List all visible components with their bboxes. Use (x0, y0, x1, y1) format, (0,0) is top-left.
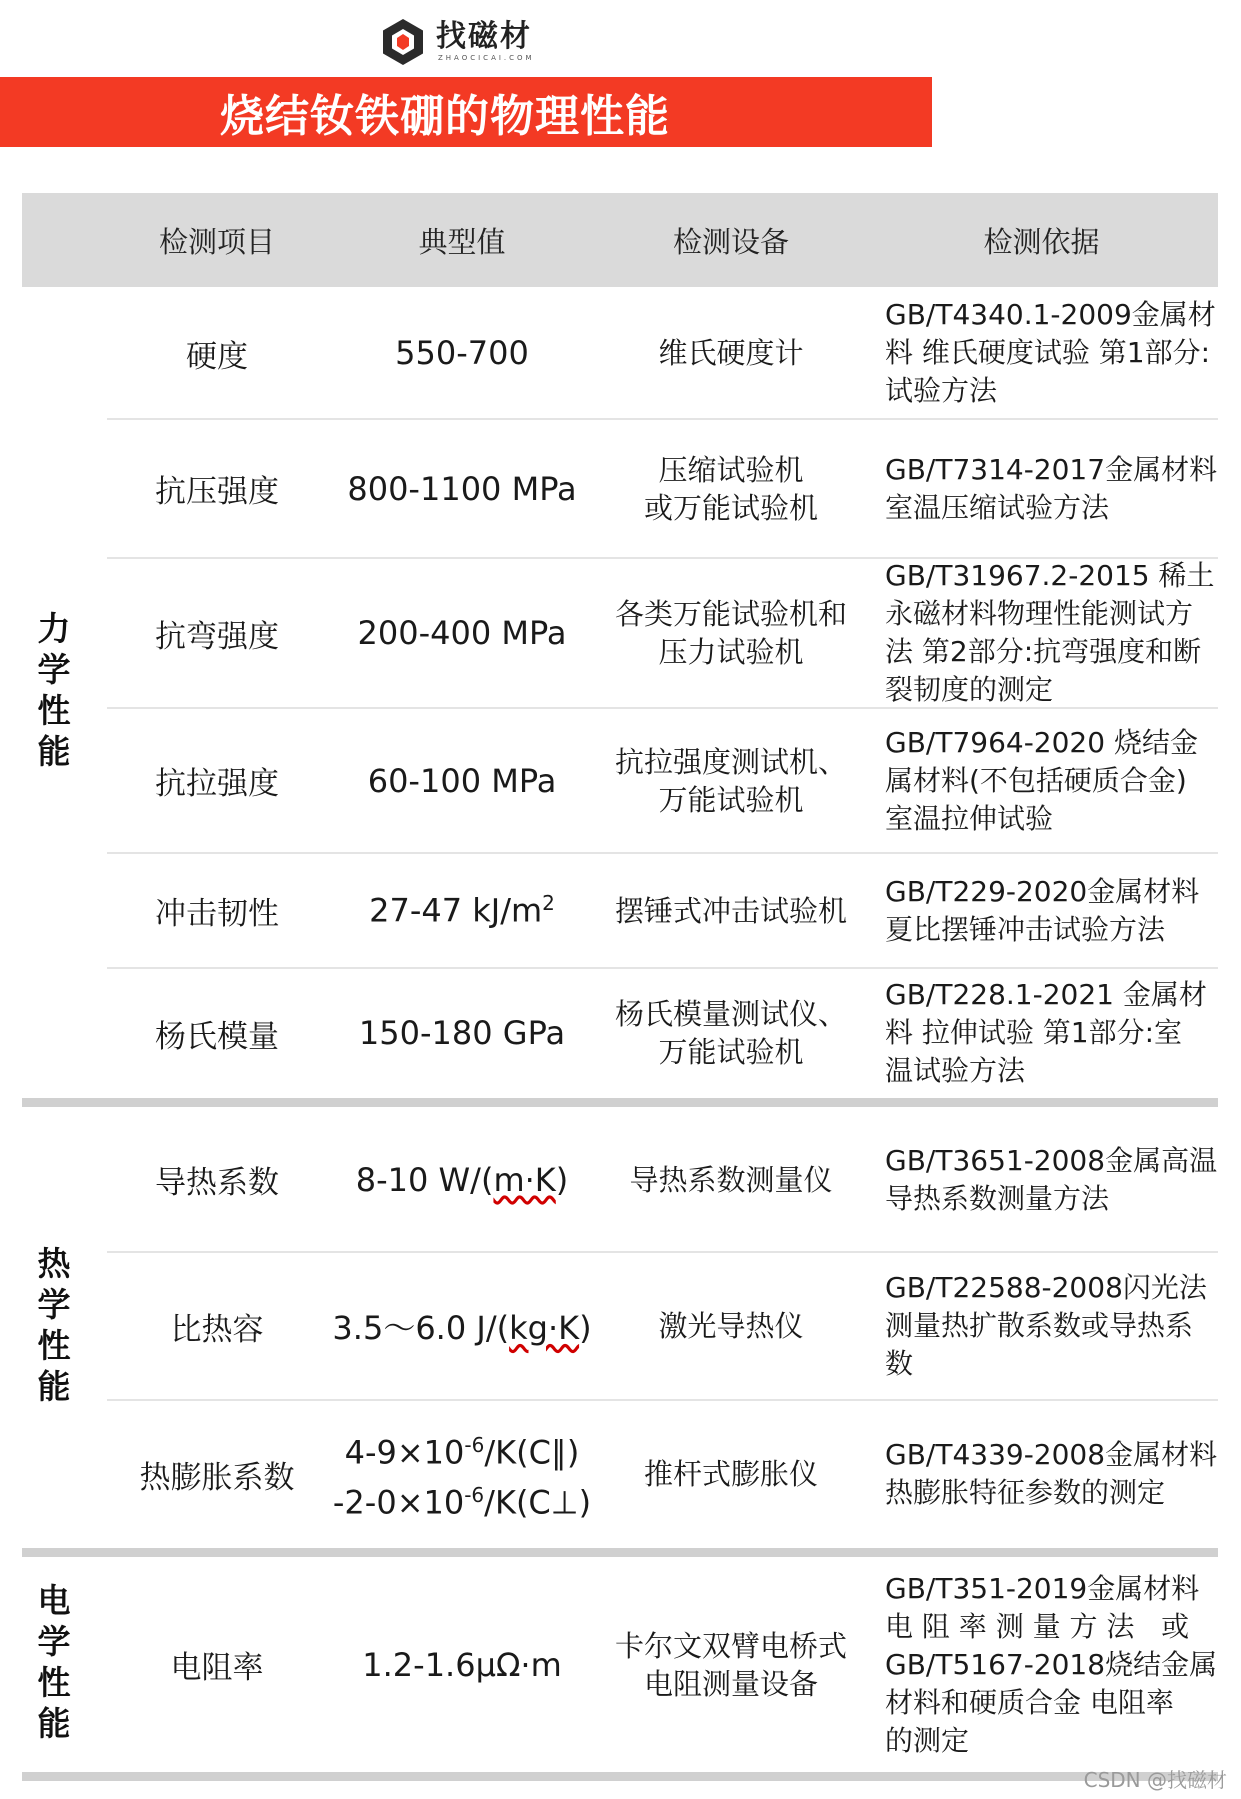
standard-line: 试验方法 (885, 374, 998, 407)
equipment-line: 电阻测量设备 (643, 1666, 818, 1701)
typical-value-text: 4-9×10 (344, 1434, 465, 1472)
typical-value-text: 60-100 MPa (367, 761, 557, 800)
category-label (22, 1107, 82, 1548)
equipment-line: 万能试验机 (658, 782, 804, 817)
equipment-cell (597, 1557, 865, 1772)
test-item-cell (107, 708, 327, 853)
typical-value-line (333, 1474, 591, 1524)
test-item-cell (107, 968, 327, 1098)
equipment-line: 摆锤式冲击试验机 (614, 893, 847, 928)
standard-cell (885, 1557, 1218, 1772)
equipment-line: 压缩试验机 (658, 452, 804, 487)
standard-line: 材料和硬质合金 电阻率 (885, 1685, 1174, 1719)
typical-value-cell (327, 968, 597, 1098)
equipment-line: 卡尔文双臂电桥式 (614, 1628, 847, 1663)
page-title: 烧结钕铁硼的物理性能 (220, 91, 670, 142)
standard-line: GB/T7964-2020 烧结金 (885, 725, 1198, 759)
equipment-cell (597, 1252, 865, 1400)
typical-value-cell (327, 287, 597, 419)
standard-line: 料 维氏硬度试验 第1部分: (885, 336, 1211, 369)
typical-value-exponent: -6 (464, 1483, 485, 1507)
typical-value-text: 150-180 GPa (358, 1014, 566, 1052)
standard-line: 室温拉伸试验 (885, 801, 1054, 835)
typical-value-line (358, 614, 567, 652)
table-row (22, 968, 1218, 1098)
typical-value-cell (327, 708, 597, 853)
table-header (22, 193, 1218, 287)
test-item-cell (107, 1252, 327, 1400)
watermark: CSDN @找磁材 (1083, 1768, 1227, 1792)
typical-value-text: 27-47 kJ/m (369, 891, 543, 930)
table-row (22, 287, 1218, 419)
standard-text (885, 1142, 1217, 1218)
standard-cell (885, 1107, 1218, 1252)
header-standard: 检测依据 (983, 224, 1100, 259)
header-equipment: 检测设备 (672, 224, 789, 259)
typical-value-cell (327, 853, 597, 968)
typical-value-line (356, 1161, 569, 1199)
standard-line: 测量热扩散系数或导热系 (885, 1309, 1194, 1342)
table-row (22, 1557, 1218, 1772)
test-item-label: 比热容 (170, 1311, 264, 1348)
category-label (22, 287, 82, 1098)
typical-value-line (395, 334, 529, 372)
brand-subtitle: ZHAOCICAI.COM (438, 54, 535, 62)
standard-text (885, 724, 1198, 838)
typical-value-suffix: ) (555, 1160, 569, 1199)
equipment-line: 导热系数测量仪 (629, 1162, 833, 1197)
standard-line: 属材料(不包括硬质合金) (885, 763, 1187, 797)
typical-value-exponent: 2 (542, 891, 555, 916)
typical-value-unit: m·K (493, 1160, 556, 1199)
standard-line: GB/T229-2020金属材料 (885, 874, 1200, 908)
standard-line: 导热系数测量方法 (885, 1181, 1110, 1215)
table-row (22, 1252, 1218, 1400)
equipment-cell (597, 1107, 865, 1252)
test-item-label: 杨氏模量 (155, 1018, 279, 1055)
equipment-cell (597, 708, 865, 853)
standard-text (885, 1436, 1217, 1512)
equipment-line: 压力试验机 (658, 635, 804, 669)
standard-cell (885, 708, 1214, 853)
standard-text (885, 1269, 1207, 1383)
standard-cell (885, 968, 1214, 1098)
test-item-label: 抗拉强度 (155, 766, 279, 802)
test-item-cell (107, 287, 327, 419)
typical-value-text: 1.2-1.6μΩ·m (362, 1645, 562, 1684)
typical-value-line (345, 1424, 580, 1474)
typical-value-cell (327, 1557, 597, 1772)
table-row (22, 419, 1218, 558)
test-item-cell (107, 558, 327, 708)
standard-line: 电 阻 率 测 量 方 法 或 (885, 1609, 1190, 1643)
equipment-line: 推杆式膨胀仪 (643, 1457, 818, 1491)
equipment-line: 杨氏模量测试仪、 (614, 997, 847, 1031)
equipment-line: 维氏硬度计 (658, 336, 804, 370)
test-item-cell (107, 853, 327, 968)
standard-line: 裂韧度的测定 (885, 673, 1054, 706)
brand-logo-group (378, 16, 535, 68)
category-text: 力学性能 (32, 610, 72, 775)
standard-line: 永磁材料物理性能测试方 (885, 597, 1194, 630)
group-divider (22, 1098, 1218, 1107)
typical-value-cell (327, 419, 597, 558)
standard-cell (885, 419, 1218, 558)
category-label (22, 1557, 82, 1772)
table-row (22, 558, 1218, 708)
standard-line: 热膨胀特征参数的测定 (885, 1476, 1166, 1509)
typical-value-unit: /K(C⊥) (484, 1483, 592, 1522)
category-text: 热学性能 (32, 1245, 72, 1410)
typical-value-line (332, 1303, 591, 1349)
test-item-cell (107, 1557, 327, 1772)
typical-value-cell (327, 1107, 597, 1252)
typical-value-cell (327, 1400, 597, 1548)
standard-line: 法 第2部分:抗弯强度和断 (885, 635, 1202, 668)
header-test-item: 检测项目 (158, 224, 275, 259)
standard-text (885, 557, 1215, 709)
equipment-cell (597, 1400, 865, 1548)
typical-value-suffix: ) (579, 1309, 592, 1347)
table-row (22, 1400, 1218, 1548)
header-typical-value: 典型值 (418, 224, 506, 259)
standard-line: 的测定 (885, 1723, 970, 1757)
typical-value-unit: /K(C∥) (484, 1434, 580, 1472)
standard-cell (885, 1400, 1218, 1548)
group-divider (22, 1548, 1218, 1557)
equipment-line: 各类万能试验机和 (614, 597, 847, 631)
test-item-label: 硬度 (186, 338, 248, 375)
typical-value-text: -2-0×10 (332, 1483, 465, 1522)
standard-cell (885, 853, 1214, 968)
equipment-line: 抗拉强度测试机、 (614, 744, 847, 779)
typical-value-text: 550-700 (395, 334, 529, 372)
table-row (22, 853, 1218, 968)
typical-value-line (347, 470, 576, 508)
typical-value-cell (327, 1252, 597, 1400)
standard-line: GB/T31967.2-2015 稀土 (885, 559, 1215, 592)
table-row (22, 1107, 1218, 1252)
typical-value-exponent: -6 (464, 1433, 485, 1458)
standard-line: 温试验方法 (885, 1054, 1026, 1087)
standard-cell (885, 1252, 1214, 1400)
test-item-label: 电阻率 (170, 1650, 264, 1686)
standard-line: GB/T4340.1-2009金属材 (885, 298, 1216, 331)
test-item-cell (107, 1107, 327, 1252)
brand-name: 找磁材 (436, 19, 532, 54)
typical-value-text: 3.5～6.0 J/( (332, 1309, 510, 1347)
standard-text (885, 451, 1217, 527)
standard-line: 数 (885, 1347, 914, 1380)
equipment-line: 或万能试验机 (643, 490, 818, 525)
typical-value-line (362, 1646, 561, 1684)
typical-value-line (369, 891, 555, 930)
typical-value-line (368, 762, 557, 800)
standard-cell (885, 558, 1214, 708)
test-item-label: 导热系数 (155, 1165, 279, 1201)
equipment-cell (597, 558, 865, 708)
standard-text (885, 1570, 1217, 1760)
equipment-cell (597, 287, 865, 419)
standard-line: GB/T22588-2008闪光法 (885, 1271, 1207, 1304)
standard-line: GB/T5167-2018烧结金属 (885, 1647, 1218, 1681)
test-item-cell (107, 1400, 327, 1548)
equipment-cell (597, 419, 865, 558)
typical-value-unit: kg·K (509, 1309, 580, 1347)
typical-value-text: 200-400 MPa (357, 614, 567, 652)
standard-text (885, 976, 1207, 1090)
standard-text (885, 873, 1199, 949)
standard-cell (885, 287, 1214, 419)
hexagon-logo-icon (378, 17, 428, 67)
standard-line: GB/T4339-2008金属材料 (885, 1438, 1218, 1471)
typical-value-text: 8-10 W/( (355, 1160, 494, 1199)
title-bar (0, 77, 932, 147)
equipment-cell (597, 968, 865, 1098)
standard-line: GB/T7314-2017金属材料 (885, 452, 1218, 486)
standard-line: 料 拉伸试验 第1部分:室 (885, 1016, 1183, 1049)
standard-line: GB/T228.1-2021 金属材 (885, 978, 1207, 1011)
test-item-label: 热膨胀系数 (139, 1459, 295, 1496)
test-item-label: 抗弯强度 (155, 618, 279, 655)
standard-line: GB/T351-2019金属材料 (885, 1571, 1200, 1605)
equipment-line: 激光导热仪 (658, 1309, 804, 1343)
table-row (22, 708, 1218, 853)
standard-line: GB/T3651-2008金属高温 (885, 1143, 1218, 1177)
typical-value-text: 800-1100 MPa (347, 469, 577, 508)
equipment-line: 万能试验机 (658, 1035, 804, 1069)
test-item-label: 抗压强度 (155, 474, 279, 510)
typical-value-cell (327, 558, 597, 708)
standard-line: 夏比摆锤冲击试验方法 (885, 912, 1166, 946)
equipment-cell (597, 853, 865, 968)
group-divider (22, 1772, 1218, 1781)
test-item-label: 冲击韧性 (155, 896, 279, 932)
test-item-cell (107, 419, 327, 558)
category-text: 电学性能 (32, 1582, 72, 1747)
standard-text (885, 296, 1216, 410)
typical-value-line (359, 1014, 565, 1052)
standard-line: 室温压缩试验方法 (885, 490, 1110, 524)
